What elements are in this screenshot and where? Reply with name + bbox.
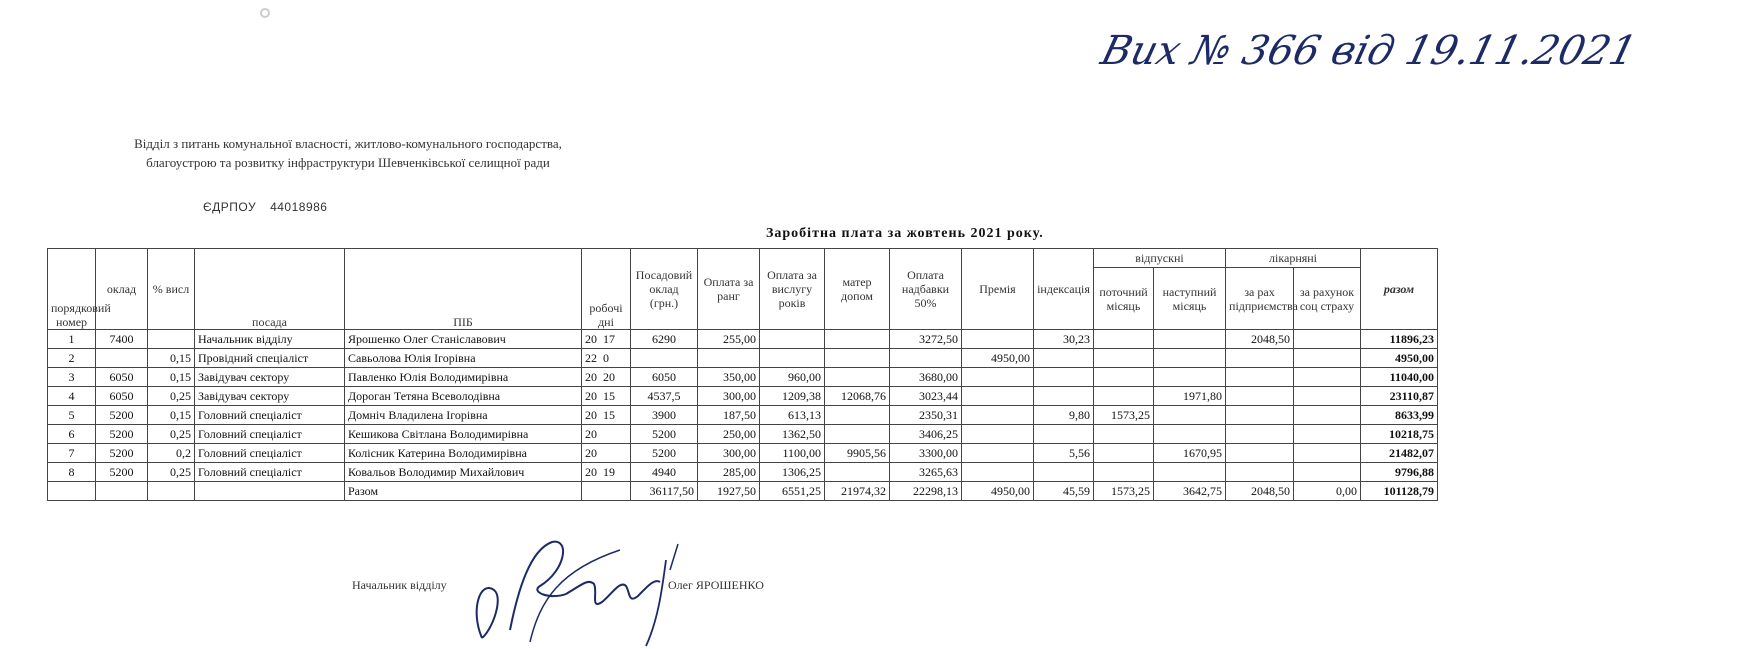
cell-percent: 0,25	[148, 463, 195, 482]
cell-indexation: 30,23	[1034, 330, 1094, 349]
empty-cell	[96, 482, 148, 501]
cell-rank-pay: 350,00	[698, 368, 760, 387]
total-indexation: 45,59	[1034, 482, 1094, 501]
smudge-mark	[258, 6, 272, 20]
cell-name: Кешикова Світлана Володимирівна	[345, 425, 582, 444]
cell-base-salary: 4940	[631, 463, 698, 482]
cell-indexation: 9,80	[1034, 406, 1094, 425]
cell-premium: 4950,00	[962, 349, 1034, 368]
handwritten-outgoing-note	[1090, 12, 1642, 82]
total-sick-fund: 0,00	[1294, 482, 1361, 501]
cell-name: Колісник Катерина Володимирівна	[345, 444, 582, 463]
cell-name: Дороган Тетяна Всеволодівна	[345, 387, 582, 406]
cell-vacation-next	[1154, 463, 1226, 482]
empty-cell	[148, 482, 195, 501]
cell-percent	[148, 330, 195, 349]
cell-work-days	[582, 330, 631, 349]
cell-vacation-next	[1154, 349, 1226, 368]
department-heading	[88, 134, 608, 172]
cell-bonus: 3023,44	[890, 387, 962, 406]
cell-number: 8	[48, 463, 96, 482]
cell-base-salary: 6290	[631, 330, 698, 349]
cell-vacation-next: 1971,80	[1154, 387, 1226, 406]
cell-work-days	[582, 368, 631, 387]
cell-base-salary	[631, 349, 698, 368]
total-seniority-pay: 6551,25	[760, 482, 825, 501]
cell-seniority-pay: 1209,38	[760, 387, 825, 406]
cell-name: Савьолова Юлія Ігорівна	[345, 349, 582, 368]
cell-vacation-current	[1094, 425, 1154, 444]
cell-vacation-next	[1154, 406, 1226, 425]
cell-oklad: 5200	[96, 463, 148, 482]
cell-material-aid	[825, 368, 890, 387]
header-number: порядковий номер	[48, 249, 96, 330]
cell-rank-pay	[698, 349, 760, 368]
cell-rank-pay: 255,00	[698, 330, 760, 349]
cell-vacation-current	[1094, 463, 1154, 482]
cell-sick-employer	[1226, 387, 1294, 406]
cell-days-total: 20	[585, 388, 597, 403]
cell-percent: 0,15	[148, 368, 195, 387]
cell-bonus: 2350,31	[890, 406, 962, 425]
total-bonus: 22298,13	[890, 482, 962, 501]
header-total: разом	[1361, 249, 1438, 330]
cell-bonus	[890, 349, 962, 368]
cell-number: 6	[48, 425, 96, 444]
header-name: ПІБ	[345, 249, 582, 330]
cell-days-total: 22	[585, 350, 597, 365]
cell-oklad: 5200	[96, 406, 148, 425]
totals-label: Разом	[345, 482, 582, 501]
cell-vacation-next	[1154, 368, 1226, 387]
cell-bonus: 3406,25	[890, 425, 962, 444]
cell-premium	[962, 368, 1034, 387]
department-line-1: Відділ з питань комунальної власності, житлово-комунального господарства,	[134, 136, 562, 151]
grand-total: 101128,79	[1361, 482, 1438, 501]
cell-sick-employer	[1226, 368, 1294, 387]
cell-days-total: 20	[585, 369, 597, 384]
cell-number: 5	[48, 406, 96, 425]
cell-vacation-current	[1094, 387, 1154, 406]
cell-work-days	[582, 444, 631, 463]
cell-position: Головний спеціаліст	[195, 406, 345, 425]
edrpou-label: ЄДРПОУ	[203, 200, 257, 214]
total-vacation-next: 3642,75	[1154, 482, 1226, 501]
cell-days-worked: 19	[603, 464, 615, 479]
cell-oklad: 7400	[96, 330, 148, 349]
cell-rank-pay: 250,00	[698, 425, 760, 444]
table-row	[48, 406, 1438, 425]
cell-base-salary: 6050	[631, 368, 698, 387]
cell-sick-fund	[1294, 425, 1361, 444]
cell-base-salary: 4537,5	[631, 387, 698, 406]
cell-indexation	[1034, 349, 1094, 368]
cell-position: Начальник відділу	[195, 330, 345, 349]
header-material-aid: матер допом	[825, 249, 890, 330]
handwritten-note-text: Вих № 366 від 19.11.2021	[1096, 26, 1642, 74]
cell-percent: 0,2	[148, 444, 195, 463]
cell-sick-employer	[1226, 406, 1294, 425]
table-row	[48, 444, 1438, 463]
header-work-days: робочі дні	[582, 249, 631, 330]
cell-seniority-pay	[760, 330, 825, 349]
cell-number: 3	[48, 368, 96, 387]
cell-work-days	[582, 463, 631, 482]
cell-indexation	[1034, 463, 1094, 482]
cell-material-aid: 12068,76	[825, 387, 890, 406]
cell-base-salary: 3900	[631, 406, 698, 425]
cell-vacation-current	[1094, 349, 1154, 368]
cell-vacation-next	[1154, 425, 1226, 444]
cell-percent: 0,15	[148, 349, 195, 368]
empty-cell	[48, 482, 96, 501]
cell-material-aid	[825, 330, 890, 349]
cell-oklad	[96, 349, 148, 368]
header-sick-employer: за рах підприємства	[1226, 268, 1294, 330]
cell-position: Головний спеціаліст	[195, 444, 345, 463]
table-row	[48, 330, 1438, 349]
header-sick-social-fund: за рахунок соц страху	[1294, 268, 1361, 330]
header-position: посада	[195, 249, 345, 330]
cell-seniority-pay: 1362,50	[760, 425, 825, 444]
cell-percent: 0,25	[148, 425, 195, 444]
cell-premium	[962, 444, 1034, 463]
cell-position: Завідувач сектору	[195, 368, 345, 387]
cell-name: Ковальов Володимир Михайлович	[345, 463, 582, 482]
edrpou-code	[203, 200, 341, 214]
header-base-salary: Посадовий оклад (грн.)	[631, 249, 698, 330]
cell-work-days	[582, 425, 631, 444]
cell-name: Домніч Владилена Ігорівна	[345, 406, 582, 425]
cell-position: Головний спеціаліст	[195, 425, 345, 444]
cell-premium	[962, 406, 1034, 425]
cell-seniority-pay: 960,00	[760, 368, 825, 387]
cell-oklad: 5200	[96, 425, 148, 444]
total-rank-pay: 1927,50	[698, 482, 760, 501]
cell-sick-fund	[1294, 444, 1361, 463]
cell-bonus: 3300,00	[890, 444, 962, 463]
cell-material-aid	[825, 349, 890, 368]
salary-table	[47, 248, 1438, 501]
cell-premium	[962, 425, 1034, 444]
cell-total: 8633,99	[1361, 406, 1438, 425]
total-sick-employer: 2048,50	[1226, 482, 1294, 501]
total-premium: 4950,00	[962, 482, 1034, 501]
cell-vacation-current: 1573,25	[1094, 406, 1154, 425]
header-vacation-next-month: наступний місяць	[1154, 268, 1226, 330]
cell-oklad: 6050	[96, 368, 148, 387]
cell-number: 7	[48, 444, 96, 463]
empty-cell	[195, 482, 345, 501]
cell-days-total: 20	[585, 407, 597, 422]
table-row	[48, 425, 1438, 444]
edrpou-value: 44018986	[270, 200, 328, 214]
cell-seniority-pay: 1306,25	[760, 463, 825, 482]
cell-oklad: 5200	[96, 444, 148, 463]
cell-base-salary: 5200	[631, 425, 698, 444]
cell-vacation-next	[1154, 330, 1226, 349]
header-sick-leave-group: лікарняні	[1226, 249, 1361, 268]
table-row	[48, 387, 1438, 406]
cell-total: 11040,00	[1361, 368, 1438, 387]
cell-number: 4	[48, 387, 96, 406]
cell-days-worked: 15	[603, 388, 615, 403]
cell-indexation: 5,56	[1034, 444, 1094, 463]
cell-total: 10218,75	[1361, 425, 1438, 444]
cell-position: Провідний спеціаліст	[195, 349, 345, 368]
cell-vacation-next: 1670,95	[1154, 444, 1226, 463]
cell-number: 2	[48, 349, 96, 368]
cell-premium	[962, 463, 1034, 482]
cell-indexation	[1034, 368, 1094, 387]
cell-days-total: 20	[585, 426, 597, 441]
header-vacation-current-month: поточний місяць	[1094, 268, 1154, 330]
cell-percent: 0,15	[148, 406, 195, 425]
cell-seniority-pay	[760, 349, 825, 368]
cell-bonus: 3265,63	[890, 463, 962, 482]
cell-premium	[962, 387, 1034, 406]
cell-material-aid	[825, 406, 890, 425]
table-row	[48, 349, 1438, 368]
cell-days-total: 20	[585, 464, 597, 479]
table-row	[48, 463, 1438, 482]
cell-bonus: 3272,50	[890, 330, 962, 349]
cell-total: 23110,87	[1361, 387, 1438, 406]
cell-total: 4950,00	[1361, 349, 1438, 368]
cell-material-aid	[825, 463, 890, 482]
header-vacation-group: відпускні	[1094, 249, 1226, 268]
cell-days-worked: 15	[603, 407, 615, 422]
empty-cell	[582, 482, 631, 501]
cell-rank-pay: 300,00	[698, 387, 760, 406]
cell-sick-employer	[1226, 444, 1294, 463]
cell-sick-fund	[1294, 387, 1361, 406]
cell-days-worked: 20	[603, 369, 615, 384]
table-row	[48, 368, 1438, 387]
total-material-aid: 21974,32	[825, 482, 890, 501]
header-oklad: оклад	[96, 249, 148, 330]
signature-position-label: Начальник відділу	[352, 578, 447, 592]
cell-days-total: 20	[585, 445, 597, 460]
totals-row	[48, 482, 1438, 501]
cell-work-days	[582, 349, 631, 368]
cell-number: 1	[48, 330, 96, 349]
cell-sick-fund	[1294, 349, 1361, 368]
cell-total: 21482,07	[1361, 444, 1438, 463]
cell-indexation	[1034, 387, 1094, 406]
cell-position: Завідувач сектору	[195, 387, 345, 406]
total-vacation-current: 1573,25	[1094, 482, 1154, 501]
total-base-salary: 36117,50	[631, 482, 698, 501]
cell-sick-employer	[1226, 425, 1294, 444]
cell-seniority-pay: 613,13	[760, 406, 825, 425]
cell-oklad: 6050	[96, 387, 148, 406]
cell-sick-fund	[1294, 406, 1361, 425]
cell-premium	[962, 330, 1034, 349]
cell-work-days	[582, 406, 631, 425]
signature-name: Олег ЯРОШЕНКО	[668, 578, 764, 592]
cell-vacation-current	[1094, 368, 1154, 387]
header-indexation: індексація	[1034, 249, 1094, 330]
department-line-2: благоустрою та розвитку інфраструктури Шевченківської селищної ради	[146, 155, 550, 170]
cell-rank-pay: 285,00	[698, 463, 760, 482]
cell-position: Головний спеціаліст	[195, 463, 345, 482]
cell-days-total: 20	[585, 331, 597, 346]
cell-total: 9796,88	[1361, 463, 1438, 482]
cell-work-days	[582, 387, 631, 406]
header-seniority-pay: Оплата за вислугу років	[760, 249, 825, 330]
header-percent: % висл	[148, 249, 195, 330]
cell-percent: 0,25	[148, 387, 195, 406]
cell-material-aid: 9905,56	[825, 444, 890, 463]
cell-sick-fund	[1294, 463, 1361, 482]
header-rank-pay: Оплата за ранг	[698, 249, 760, 330]
cell-sick-fund	[1294, 330, 1361, 349]
cell-vacation-current	[1094, 444, 1154, 463]
header-premium: Премія	[962, 249, 1034, 330]
cell-indexation	[1034, 425, 1094, 444]
cell-seniority-pay: 1100,00	[760, 444, 825, 463]
cell-sick-fund	[1294, 368, 1361, 387]
header-bonus-50: Оплата надбавки 50%	[890, 249, 962, 330]
document-title: Заробітна плата за жовтень 2021 року.	[766, 226, 1044, 241]
cell-rank-pay: 187,50	[698, 406, 760, 425]
cell-sick-employer: 2048,50	[1226, 330, 1294, 349]
cell-sick-employer	[1226, 349, 1294, 368]
cell-material-aid	[825, 425, 890, 444]
cell-name: Ярошенко Олег Станіславович	[345, 330, 582, 349]
cell-rank-pay: 300,00	[698, 444, 760, 463]
cell-base-salary: 5200	[631, 444, 698, 463]
cell-bonus: 3680,00	[890, 368, 962, 387]
cell-total: 11896,23	[1361, 330, 1438, 349]
cell-days-worked: 0	[603, 350, 609, 365]
cell-days-worked: 17	[603, 331, 615, 346]
cell-sick-employer	[1226, 463, 1294, 482]
cell-vacation-current	[1094, 330, 1154, 349]
cell-name: Павленко Юлія Володимирівна	[345, 368, 582, 387]
